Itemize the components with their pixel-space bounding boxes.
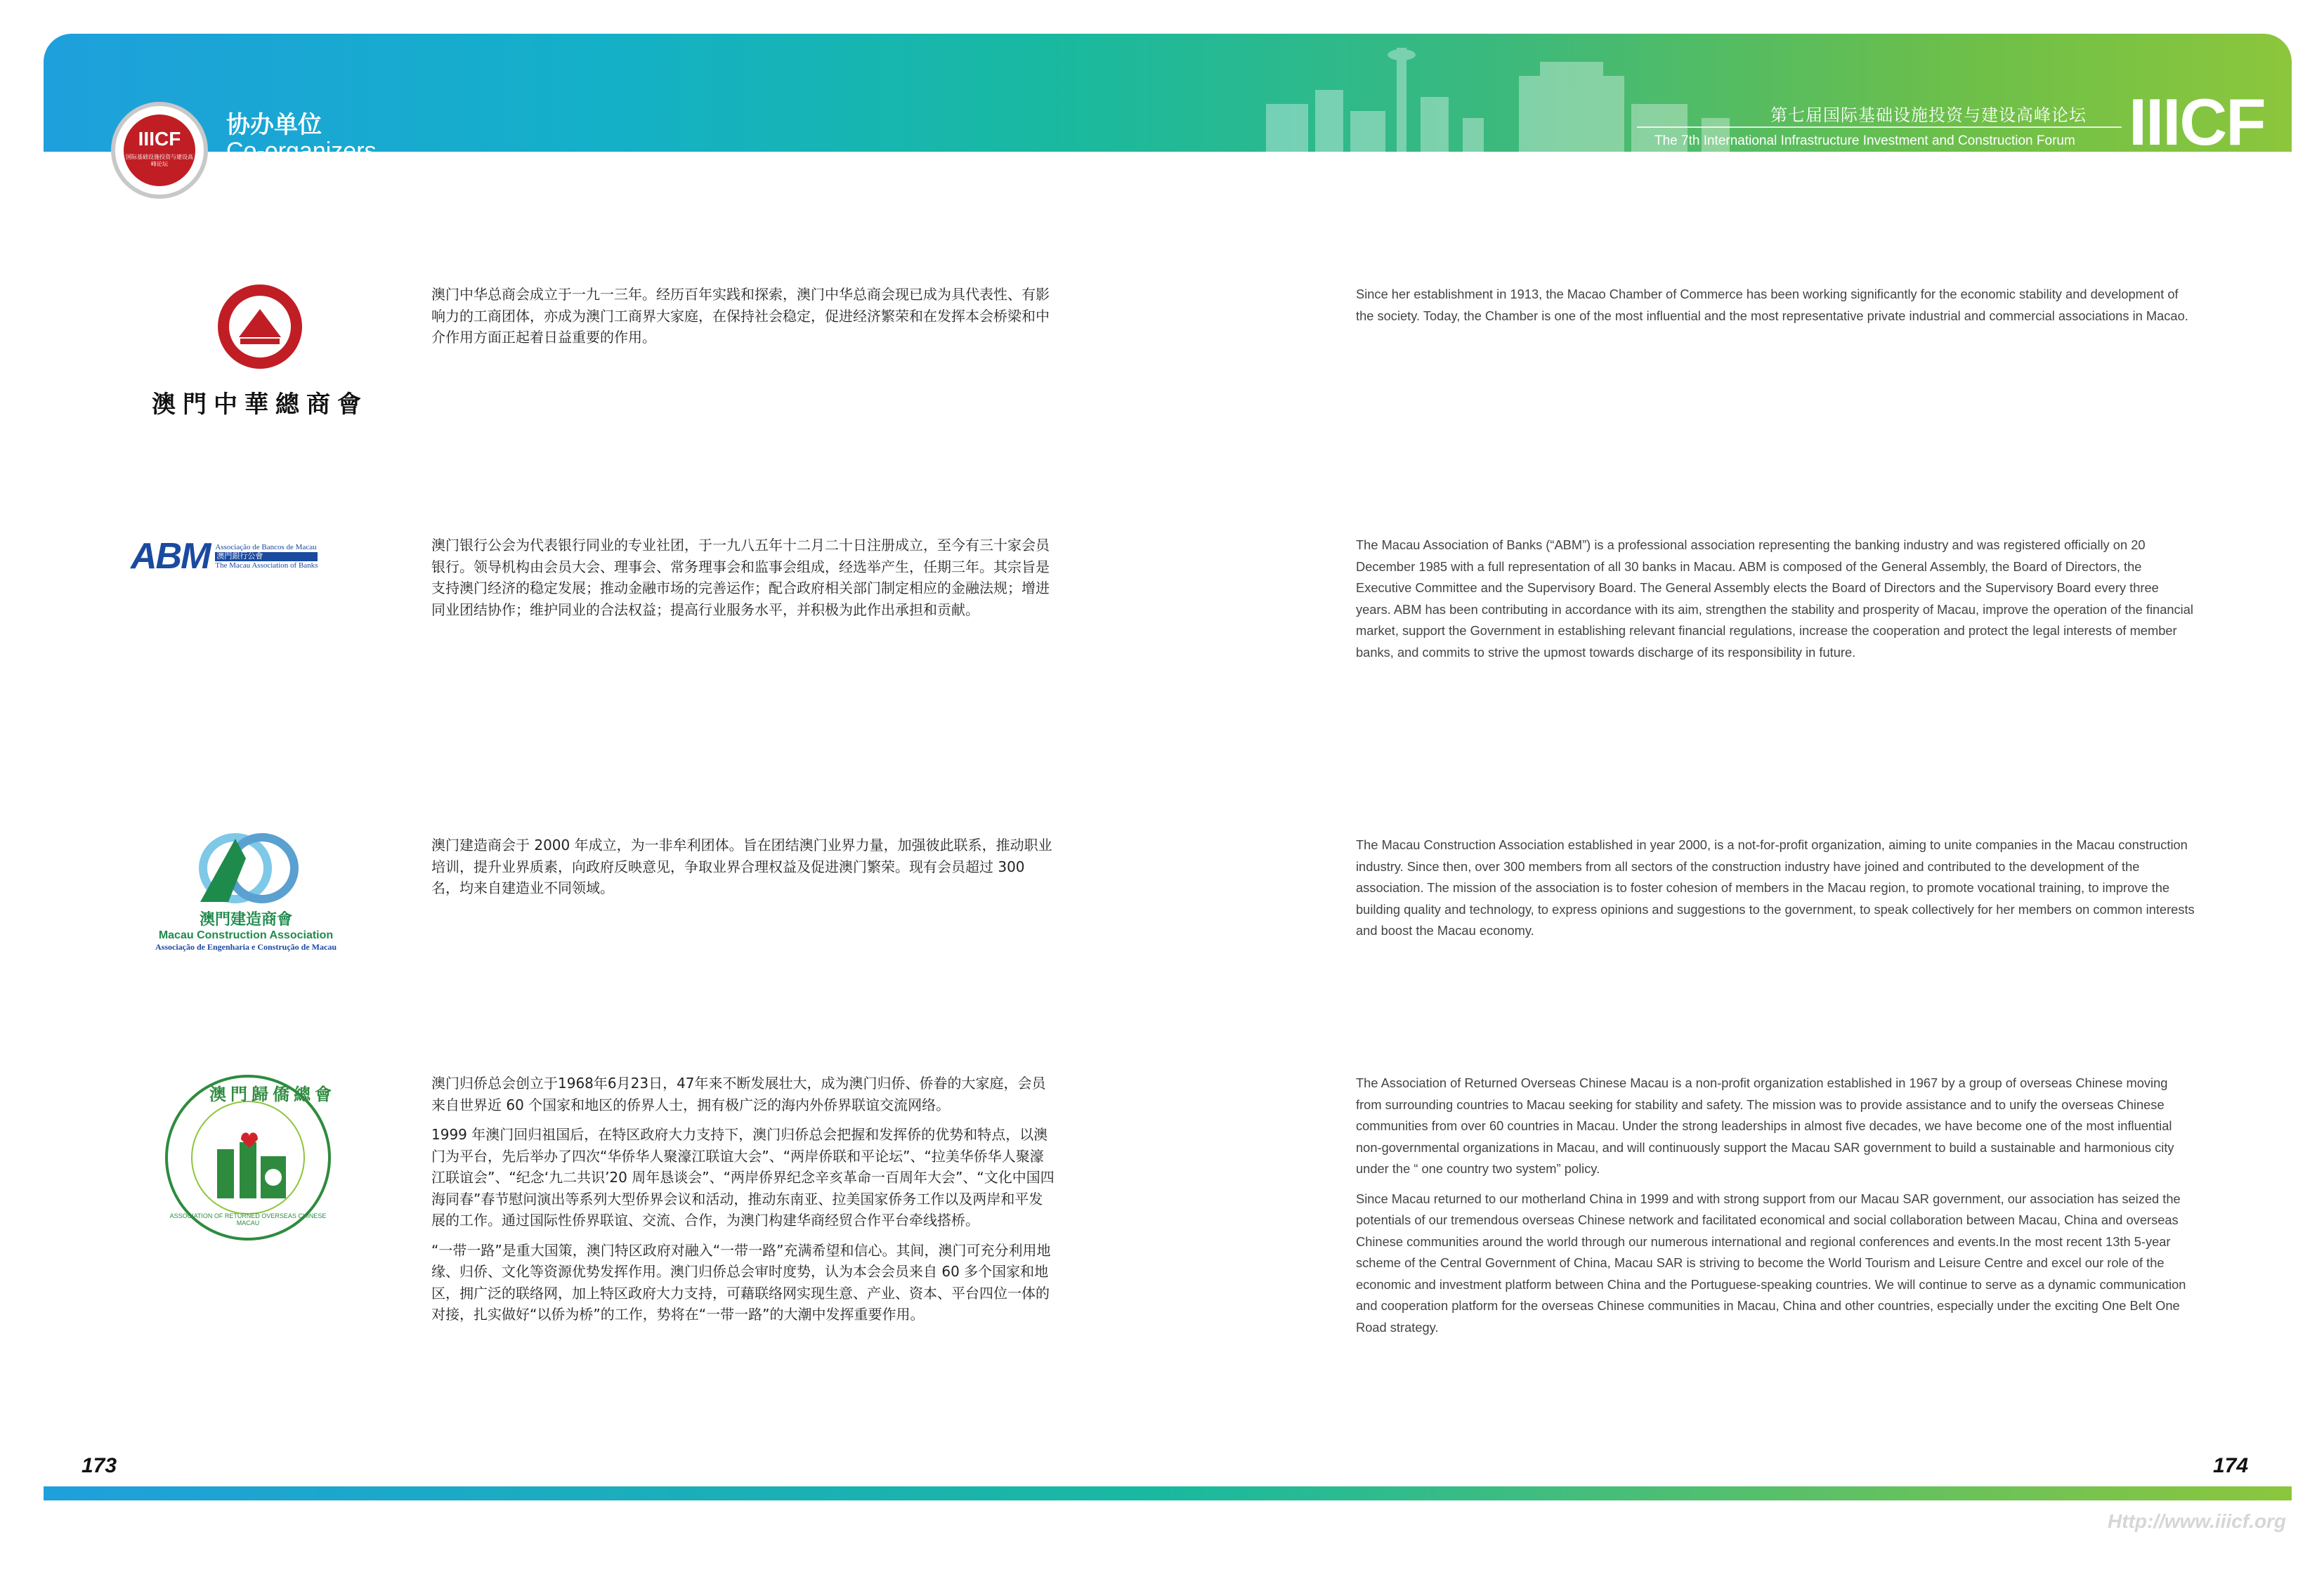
mca-emblem-icon (186, 833, 306, 903)
mca-caption-en: Macau Construction Association (158, 929, 334, 941)
forum-title-en: The 7th International Infrastructure Investment and Construction Forum (1654, 133, 2075, 148)
abm-logo (131, 535, 384, 577)
aroc-en-para: The Association of Returned Overseas Chinese Macau is a non-profit organization established in 1967 by a group of overseas Chinese moving from surrounding countries to Macau seeking for stability and safety. The mission was to provide assistance and to unify the overseas Chinese communities from over 60 countries in Macau. Under the strong leaderships in almost five decades, we have become one of the most influential non-governmental organizations in Macau, and will continuously support the Macau SAR government to build a sustainable and harmonious city under the “ one country two system” policy. (1356, 1075, 2174, 1176)
brand-wordmark: IIICF (2129, 85, 2265, 159)
aroc-en-para: Since Macau returned to our motherland China in 1999 and with strong support from our Macau SAR government, our association has seized the potentials of our tremendous overseas Chinese network and facilitated economical and social collaboration between Macau, China and overseas Chinese communities around the world through our numerous international and regional conferences and events.In the most recent 13th 5-year scheme of the Central Government of China, Macau SAR is striving to become the World Tourism and Leisure Centre and excel our role of the economic and investment platform between China and the Portuguese-speaking countries. We will continue to serve as a dynamic communication and cooperation platform for the overseas Chinese communities in Macau, China and other countries, especially under the exciting One Belt One Road strategy. (1356, 1191, 2186, 1335)
abm-text-cn: 澳门银行公会为代表银行同业的专业社团，于一九八五年十二月二十日注册成立，至今有三十家会员银行。领导机构由会员大会、理事会、常务理事会和监事会组成，经选举产生，任期三年。其宗旨是支持澳门经济的稳定发展；推动金融市场的完善运作；配合政府相关部门制定相应的金融法规；增进同业团结协作；维护同业的合法权益；提高行业服务水平，并积极为此作出承担和贡献。 (431, 537, 1050, 618)
aroc-cn-para: 澳门归侨总会创立于1968年6月23日，47年来不断发展壮大，成为澳门归侨、侨眷的大家庭，会员来自世界近 60 个国家和地区的侨界人士，拥有极广泛的海内外侨界联谊交流网络。 (431, 1075, 1046, 1113)
aroc-cn-para: 1999 年澳门回归祖国后，在特区政府大力支持下，澳门归侨总会把握和发挥侨的优势和特点，以澳门为平台，先后举办了四次“华侨华人聚濠江联谊大会”、“两岸侨联和平论坛”、“拉美华侨华人聚濠江联谊会”、“纪念‘九二共识’20 周年恳谈会”、“两岸侨界纪念辛亥革命一百周年大会”、“文化中国四海同春”春节慰问演出等系列大型侨界会议和活动，推动东南亚、拉美国家侨务工作以及两岸和平发展的工作。通过国际性侨界联谊、交流、合作，为澳门构建华商经贸合作平台牵线搭桥。 (431, 1126, 1055, 1229)
forum-title-cn: 第七届国际基础设施投资与建设高峰论坛 (1770, 105, 2087, 125)
aroc-text-cn (431, 1073, 1057, 1334)
header-rule (1637, 126, 2122, 128)
macao-chamber-logo (126, 281, 393, 419)
abm-text-en: The Macau Association of Banks (“ABM”) is a professional association representing the banking industry and was registered officially on 20 December 1985 with a full representation of all 30 banks in Macau. ABM is composed of the General Assembly, the Board of Directors, the Executive Committee and the Supervisory Board. The General Assembly elects the Board of Directors and the Supervisory Board every three years. ABM has been contributing in accordance with its aim, strengthen the stability and prosperity of Macau, improve the operation of the financial market, support the Government in establishing relevant financial regulations, increase the cooperation and protect the legal interests of member banks, and commits to strive the upmost towards discharge of its responsibility in future. (1356, 537, 2193, 660)
aroc-caption-cn: 澳門歸僑總會 (209, 1085, 336, 1104)
mca-text-en: The Macau Construction Association established in year 2000, is a not-for-profit organization, aiming to unite companies in the Macau construction industry. Since then, over 300 members from all sectors of the construction industry have joined and contributed to the development of the association. The mission of the association is to foster cohesion of members in the Macau region, to promote vocational training, to improve the building quality and technology, to express opinions and suggestions to the government, to speak collectively for her members on common interests and boost the Macau economy. (1356, 837, 2195, 938)
footer-bar (44, 1486, 2292, 1500)
section-title-en: Co-organizers (226, 138, 377, 164)
chamber-text-cn: 澳门中华总商会成立于一九一三年。经历百年实践和探索，澳门中华总商会现已成为具代表性、有影响力的工商团体，亦成为澳门工商界大家庭，在保持社会稳定，促进经济繁荣和在发挥本会桥梁和中介作用方面正起着日益重要的作用。 (431, 286, 1050, 346)
aroc-caption-en: ASSOCIATION OF RETURNED OVERSEAS CHINESE MACAU (169, 1212, 327, 1226)
abm-wordmark: ABM (131, 536, 210, 577)
abm-logo-line-pt: Associação de Bancos de Macau (215, 542, 317, 551)
aroc-text-en (1356, 1073, 2195, 1347)
aroc-cn-para: “一带一路”是重大国策，澳门特区政府对融入“一带一路”充满希望和信心。其间，澳门可充分利用地缘、归侨、文化等资源优势发挥作用。澳门归侨总会审时度势，认为本会会员来自 60 多个国家和地区，拥广泛的联络网，加上特区政府大力支持，可藉联络网实现生意、产业、资本、平台四位一体的对接，扎实做好“以侨为桥”的工作，势将在“一带一路”的大潮中发挥重要作用。 (431, 1241, 1051, 1323)
mca-text-cn: 澳门建造商会于 2000 年成立，为一非牟利团体。旨在团结澳门业界力量，加强彼此联系，推动职业培训，提升业界质素，向政府反映意见，争取业界合理权益及促进澳门繁荣。现有会员超过 300 名，均来自建造业不同领域。 (431, 837, 1052, 896)
aroc-logo (160, 1072, 336, 1243)
section-title-cn: 协办单位 (226, 111, 322, 139)
chamber-emblem-icon (211, 281, 309, 372)
chamber-logo-caption: 澳門中華總商會 (152, 391, 368, 419)
mca-logo (112, 833, 379, 953)
mca-caption-pt: Associação de Engenharia e Construção de Macau (155, 942, 337, 952)
abm-logo-line-en: The Macau Association of Banks (215, 561, 318, 570)
abm-logo-line-cn: 澳門銀行公會 (215, 552, 318, 561)
website-url: Http://www.iiicf.org (2108, 1510, 2287, 1532)
page-number-left: 173 (81, 1454, 117, 1477)
iiicf-logo: IIICF 国际基础设施投资与建设高峰论坛 (111, 102, 208, 199)
chamber-text-en: Since her establishment in 1913, the Macao Chamber of Commerce has been working significantly for the economic stability and development of the society. Today, the Chamber is one of the most influential and the most representative private industrial and commercial associations in Macao. (1356, 287, 2188, 323)
mca-caption-cn: 澳門建造商會 (199, 911, 292, 929)
page-number-right: 174 (2213, 1454, 2249, 1477)
